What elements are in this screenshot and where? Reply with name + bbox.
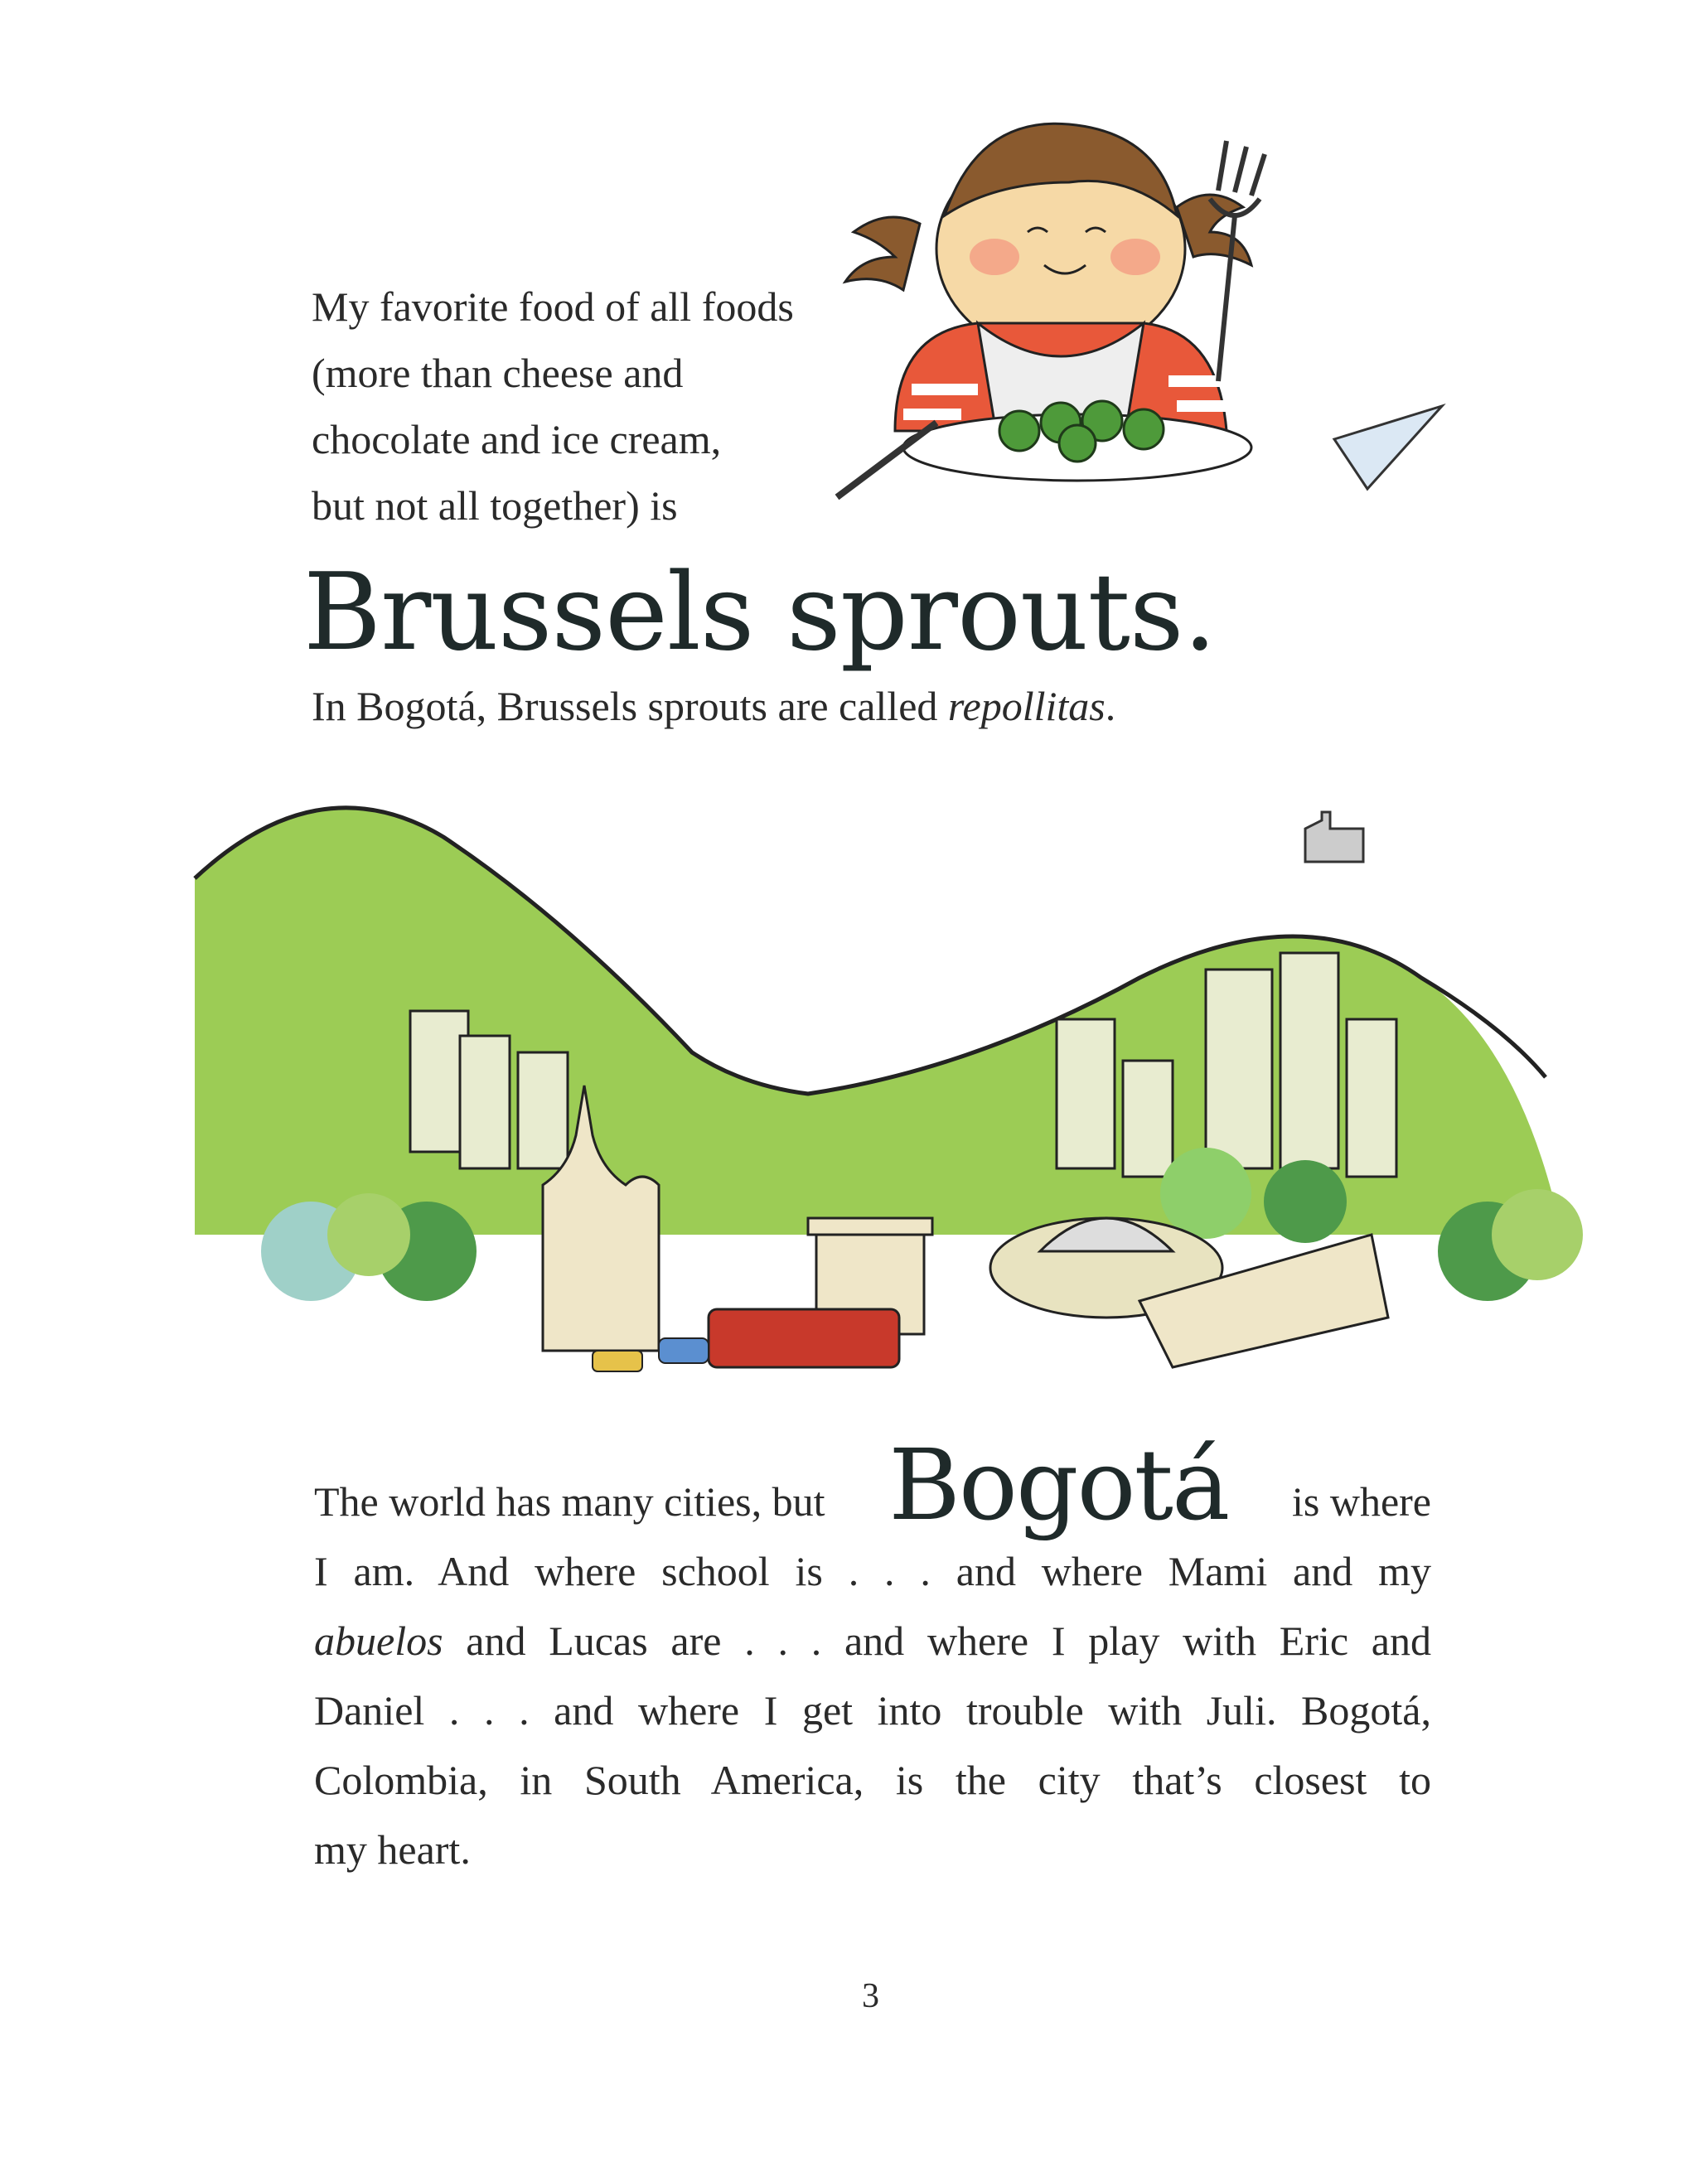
paragraph-line: Daniel . . . and where I get into trouble with Juli. Bogotá, bbox=[314, 1687, 1431, 1734]
subline-end: . bbox=[1105, 683, 1116, 729]
paragraph-line bbox=[314, 1606, 1431, 1676]
subline-italic: repollitas bbox=[947, 683, 1106, 729]
intro-line: (more than cheese and bbox=[312, 350, 684, 396]
paragraph-text: and Lucas are . . . and where I play with Eric and bbox=[443, 1618, 1431, 1664]
paragraph-text: The world has many cities, but bbox=[314, 1478, 825, 1525]
subline bbox=[312, 681, 1115, 731]
girl-eating-illustration bbox=[820, 116, 1459, 563]
intro-line: chocolate and ice cream, bbox=[312, 416, 722, 462]
intro-line: My favorite food of all foods bbox=[312, 283, 794, 330]
headline: Brussels sprouts. bbox=[303, 551, 1217, 675]
intro-line: but not all together) is bbox=[312, 482, 678, 529]
bogota-city-illustration bbox=[178, 787, 1604, 1400]
paragraph-line bbox=[314, 1428, 1431, 1542]
bogota-emphasis: Bogotá bbox=[888, 1428, 1229, 1542]
body-paragraph bbox=[314, 1428, 1431, 1884]
intro-text bbox=[312, 273, 794, 539]
abuelos-italic: abuelos bbox=[314, 1618, 443, 1664]
page-number: 3 bbox=[862, 1977, 879, 2015]
paragraph-line: my heart. bbox=[314, 1826, 471, 1873]
subline-text: In Bogotá, Brussels sprouts are called bbox=[312, 683, 948, 729]
paragraph-line: Colombia, in South America, is the city that’s closest to bbox=[314, 1757, 1431, 1803]
paragraph-line: I am. And where school is . . . and where Mami and my bbox=[314, 1548, 1431, 1594]
paragraph-text: is where bbox=[1291, 1478, 1431, 1525]
